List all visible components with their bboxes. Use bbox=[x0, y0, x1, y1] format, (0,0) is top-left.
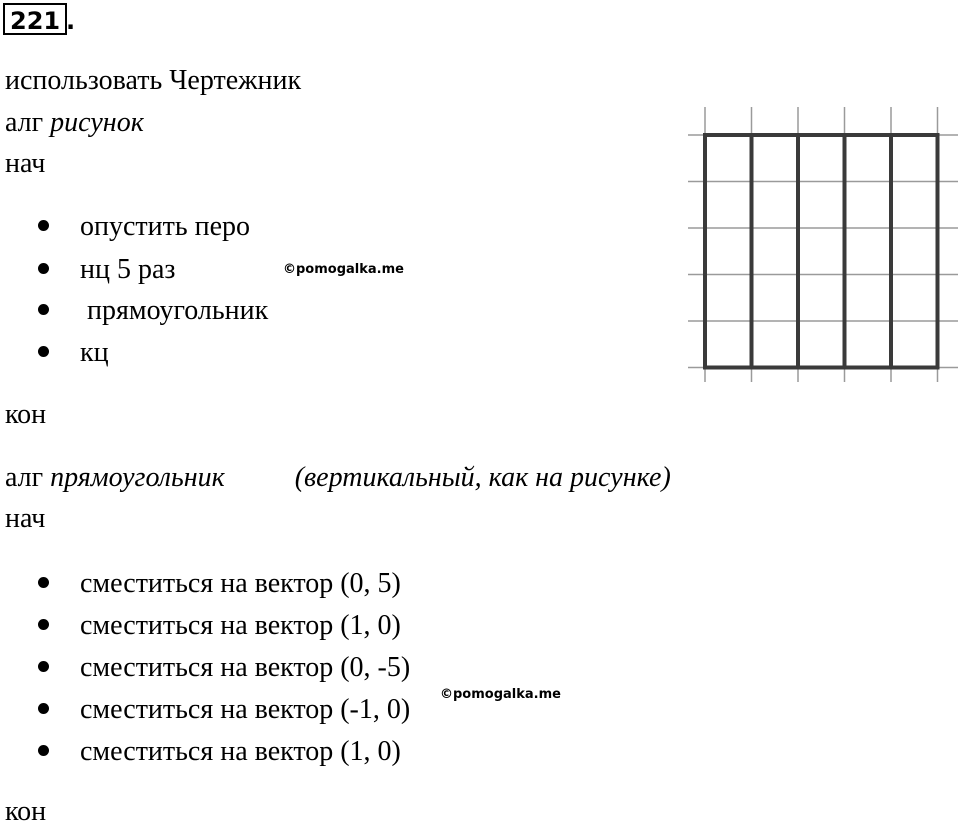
list-item-text: сместиться на вектор (-1, 0) bbox=[80, 694, 411, 725]
list-item bbox=[38, 567, 401, 601]
list-item bbox=[38, 253, 175, 287]
alg-header-1 bbox=[5, 106, 144, 140]
drawn-rectangle bbox=[705, 135, 752, 368]
problem-number-dot: . bbox=[66, 7, 76, 35]
begin-line-1: нач bbox=[5, 148, 46, 179]
rectangles-figure bbox=[680, 105, 960, 385]
bullet-icon bbox=[38, 304, 49, 315]
end-line-2: кон bbox=[5, 796, 47, 827]
problem-number: 221 bbox=[10, 7, 61, 35]
alg-keyword-1: алг bbox=[5, 107, 44, 138]
problem-number-box bbox=[3, 3, 67, 35]
bullet-icon bbox=[38, 346, 49, 357]
list-item bbox=[38, 693, 410, 727]
alg-name-1: рисунок bbox=[50, 107, 144, 138]
bullet-icon bbox=[38, 619, 49, 630]
watermark: ©pomogalka.me bbox=[283, 262, 404, 277]
list-item-text: сместиться на вектор (1, 0) bbox=[80, 610, 401, 641]
alg-comment: (вертикальный, как на рисунке) bbox=[294, 462, 671, 493]
bullet-icon bbox=[38, 577, 49, 588]
use-line: использовать Чертежник bbox=[5, 65, 302, 96]
list-item bbox=[38, 735, 401, 769]
list-item bbox=[38, 294, 268, 328]
list-item-text: нц 5 раз bbox=[80, 254, 176, 285]
begin-line-2: нач bbox=[5, 503, 46, 534]
drawn-rectangle bbox=[798, 135, 845, 368]
rectangle-outlines bbox=[705, 135, 938, 368]
list-item-text: кц bbox=[80, 337, 109, 368]
alg-keyword-2: алг bbox=[5, 462, 44, 493]
watermark: ©pomogalka.me bbox=[440, 687, 561, 702]
grid-lines bbox=[688, 107, 958, 382]
list-item bbox=[38, 210, 250, 244]
list-item bbox=[38, 651, 410, 685]
list-item bbox=[38, 336, 109, 370]
bullet-icon bbox=[38, 661, 49, 672]
bullet-icon bbox=[38, 263, 49, 274]
drawn-rectangle bbox=[845, 135, 892, 368]
list-item-text: опустить перо bbox=[80, 211, 251, 242]
list-item-text: сместиться на вектор (0, -5) bbox=[80, 652, 411, 683]
drawn-rectangle bbox=[752, 135, 799, 368]
drawn-rectangle bbox=[891, 135, 938, 368]
list-item-text: сместиться на вектор (0, 5) bbox=[80, 568, 401, 599]
bullet-icon bbox=[38, 220, 49, 231]
bullet-icon bbox=[38, 703, 49, 714]
end-line-1: кон bbox=[5, 399, 47, 430]
bullet-icon bbox=[38, 745, 49, 756]
list-item-text: прямоугольник bbox=[80, 295, 269, 326]
list-item bbox=[38, 609, 401, 643]
list-item-text: сместиться на вектор (1, 0) bbox=[80, 736, 401, 767]
alg-name-2: прямоугольник bbox=[50, 462, 225, 493]
alg-header-2 bbox=[5, 461, 671, 495]
